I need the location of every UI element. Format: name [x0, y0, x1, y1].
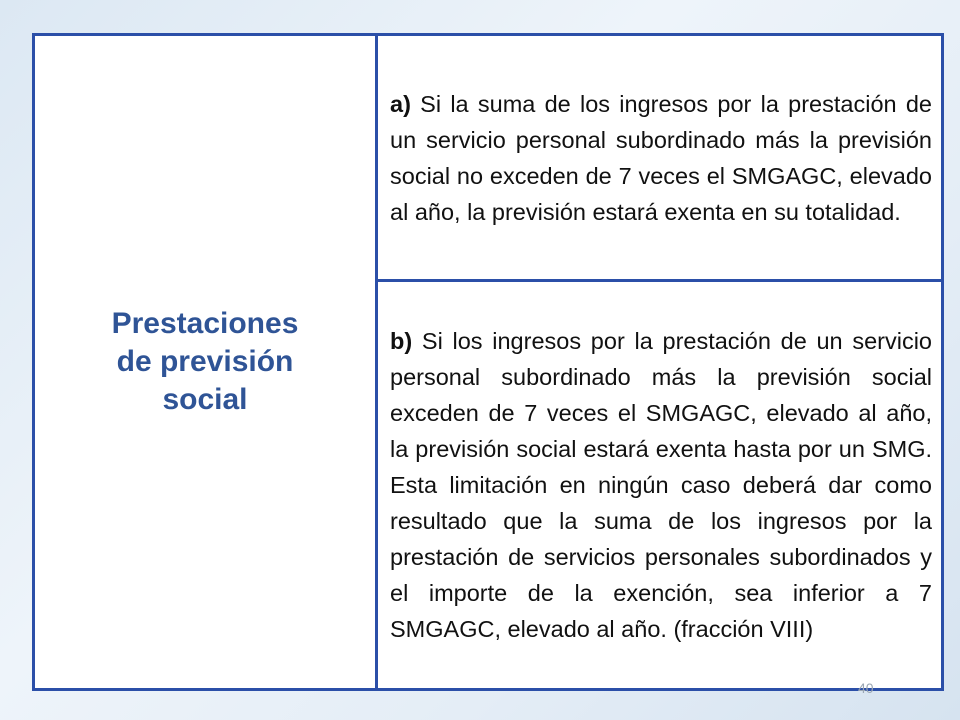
item-a-label: a) — [390, 90, 411, 117]
item-a-cell — [377, 35, 943, 281]
table-row — [34, 35, 943, 281]
heading-line: social — [162, 383, 248, 416]
heading-cell — [34, 35, 377, 690]
heading-line: Prestaciones — [111, 307, 299, 340]
item-b-cell — [377, 281, 943, 690]
item-a-text: Si la suma de los ingresos por la prestación de un servicio personal subordinado más la previsión social no exceden de 7 veces el SMGAGC, elevado al año, la previsión estará exenta en su totalidad. — [390, 90, 932, 225]
content-table — [32, 33, 944, 691]
page-number: 40 — [858, 680, 874, 696]
item-b-label: b) — [390, 328, 413, 354]
item-b-text: Si los ingresos por la prestación de un servicio personal subordinado más la previsión social exceden de 7 veces el SMGAGC, elevado al año, la previsión social estará exenta hasta por un SMG. Esta limitación en ningún caso deberá dar como resultado que la suma de los ingresos por la prestación de servicios personales subordinados y el importe de la exención, sea inferior a 7 SMGAGC, elevado al año. (fracción VIII) — [390, 328, 932, 642]
heading-line: de previsión — [116, 345, 294, 378]
